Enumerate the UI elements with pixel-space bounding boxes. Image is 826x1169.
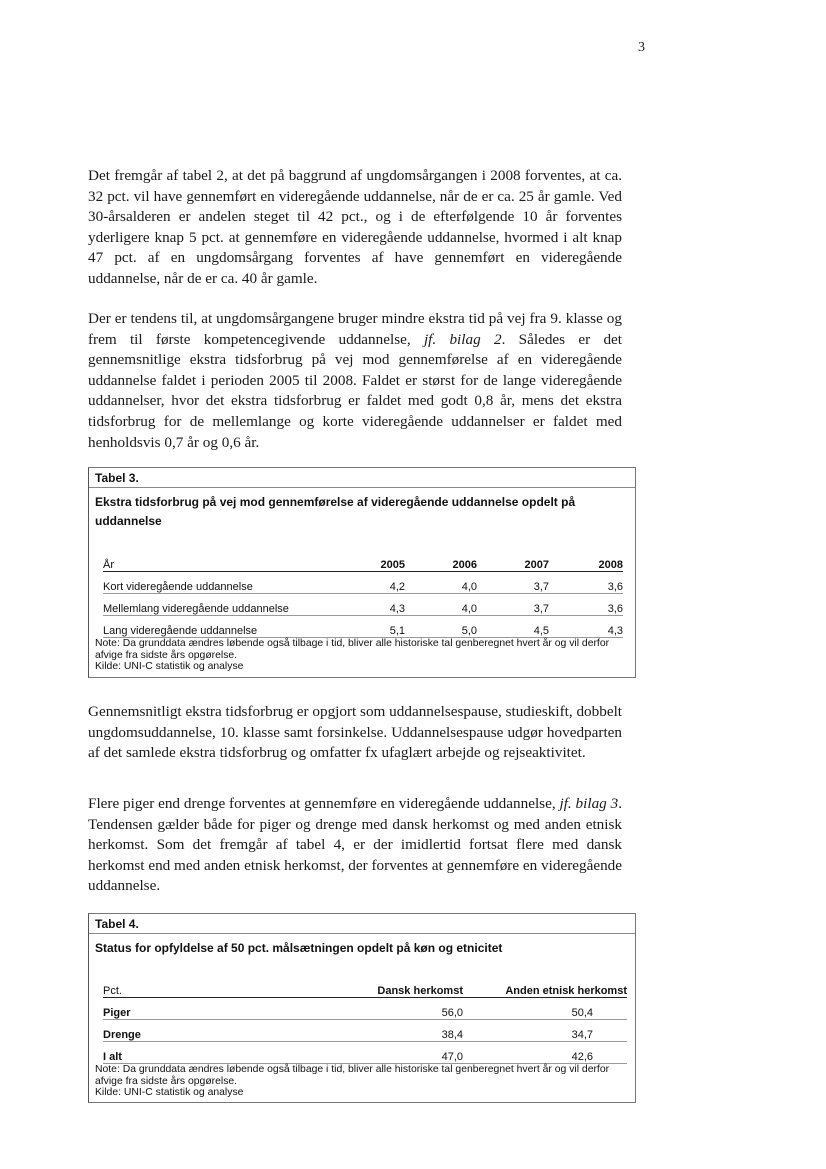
table-3-data (103, 550, 623, 638)
row-label: Lang videregående uddannelse (103, 616, 333, 638)
table-cell: 4,0 (405, 594, 477, 616)
row-label: I alt (103, 1042, 283, 1064)
paragraph-3: Gennemsnitligt ekstra tidsforbrug er opgjort som uddannelsespause, studieskift, dobbelt ungdomsuddannelse, 10. klasse samt forsinkelse. Uddannelsespause udgør hovedparten af det samlede ekstra tidsforbrug og omfatter fx ufaglært arbejde og rejseaktivitet. (88, 703, 623, 762)
paragraph-4-text: Flere piger end drenge forventes at gennemføre en videregående uddannelse, (88, 795, 560, 812)
table-3-source: Kilde: UNI-C statistik og analyse (95, 661, 244, 672)
table-row (103, 616, 623, 638)
column-header-pct: Pct. (103, 976, 283, 998)
table-cell: 38,4 (283, 1020, 463, 1042)
table-row (103, 594, 623, 616)
table-row (103, 1020, 627, 1042)
paragraph-2-text-rest: . Således er det gennemsnitlige ekstra tidsforbrug på vej mod gennemførelse af en videregående uddannelse faldet i perioden 2005 til 2008. Faldet er størst for de lange videregående uddannelser, hvor det ekstra tidsforbrug er faldet med godt 0,8 år, mens det ekstra tidsforbrug for de mellemlange og korte videregående uddannelser er faldet med henholdsvis 0,7 år og 0,6 år. (88, 330, 622, 451)
table-4-source: Kilde: UNI-C statistik og analyse (95, 1087, 244, 1098)
paragraph-4-text-rest: . Tendensen gælder både for piger og drenge med dansk herkomst og med anden etnisk herkomst. Som det fremgår af tabel 4, er der imidlertid fortsat flere med dansk herkomst end med anden etnisk herkomst, der forventes at gennemføre en videregående uddannelse. (88, 795, 622, 895)
column-header-2008: 2008 (549, 550, 623, 572)
column-header-anden: Anden etnisk herkomst (463, 976, 627, 998)
column-header-2006: 2006 (405, 550, 477, 572)
table-3-title: Ekstra tidsforbrug på vej mod gennemførelse af videregående uddannelse opdelt på uddannelse (95, 495, 576, 528)
page-number: 3 (638, 40, 645, 55)
table-cell: 3,6 (549, 594, 623, 616)
table-cell: 4,3 (549, 616, 623, 638)
table-cell: 42,6 (463, 1042, 627, 1064)
table-row (103, 1042, 627, 1064)
table-cell: 5,1 (333, 616, 405, 638)
row-label: Kort videregående uddannelse (103, 572, 333, 594)
table-cell: 3,7 (477, 594, 549, 616)
table-3-label: Tabel 3. (89, 468, 635, 488)
table-cell: 50,4 (463, 998, 627, 1020)
table-3-note (95, 638, 625, 673)
table-4-note (95, 1064, 625, 1099)
column-header-2005: 2005 (333, 550, 405, 572)
table-4-title: Status for opfyldelse af 50 pct. målsætningen opdelt på køn og etnicitet (95, 941, 503, 955)
table-4-data (103, 976, 627, 1064)
table-4-label: Tabel 4. (89, 914, 635, 934)
column-header-dansk: Dansk herkomst (283, 976, 463, 998)
table-cell: 47,0 (283, 1042, 463, 1064)
table-cell: 4,2 (333, 572, 405, 594)
table-cell: 3,6 (549, 572, 623, 594)
row-label: Drenge (103, 1020, 283, 1042)
table-cell: 3,7 (477, 572, 549, 594)
paragraph-2-reference: jf. bilag 2 (423, 330, 502, 348)
table-cell: 4,0 (405, 572, 477, 594)
column-header-2007: 2007 (477, 550, 549, 572)
table-row (103, 572, 623, 594)
paragraph-2-text: Der er tendens til, at ungdomsårgangene bruger mindre ekstra tid på vej fra 9. klasse og frem til første kompetencegivende uddannelse, (88, 310, 622, 348)
table-cell: 5,0 (405, 616, 477, 638)
table-cell: 4,5 (477, 616, 549, 638)
column-header-year: År (103, 550, 333, 572)
table-cell: 4,3 (333, 594, 405, 616)
paragraph-4-reference: jf. bilag 3 (559, 795, 619, 812)
paragraph-2 (88, 309, 622, 453)
table-4-note-text: Note: Da grunddata ændres løbende også tilbage i tid, bliver alle historiske tal genberegnet hvert år og vil derfor afvige fra sidste års opgørelse. (95, 1064, 610, 1087)
paragraph-4 (88, 794, 622, 897)
table-header-row (103, 550, 623, 572)
table-cell: 34,7 (463, 1020, 627, 1042)
table-header-row (103, 976, 627, 998)
row-label: Piger (103, 998, 283, 1020)
table-4 (88, 913, 636, 1103)
table-3 (88, 467, 636, 678)
row-label: Mellemlang videregående uddannelse (103, 594, 333, 616)
paragraph-1: Det fremgår af tabel 2, at det på baggrund af ungdomsårgangen i 2008 forventes, at ca. 32 pct. vil have gennemført en videregående uddannelse, når de er ca. 25 år gamle. Ved 30-årsalderen er andelen steget til 42 pct., og i de efterfølgende 10 år forventes yderligere knap 5 pct. at gennemføre en videregående uddannelse, hvormed i alt knap 47 pct. af en ungdomsårgang forventes af have gennemført en videregående uddannelse, når de er ca. 40 år gamle. (88, 167, 622, 287)
table-row (103, 998, 627, 1020)
table-3-note-text: Note: Da grunddata ændres løbende også tilbage i tid, bliver alle historiske tal genberegnet hvert år og vil derfor afvige fra sidste års opgørelse. (95, 638, 610, 661)
table-cell: 56,0 (283, 998, 463, 1020)
